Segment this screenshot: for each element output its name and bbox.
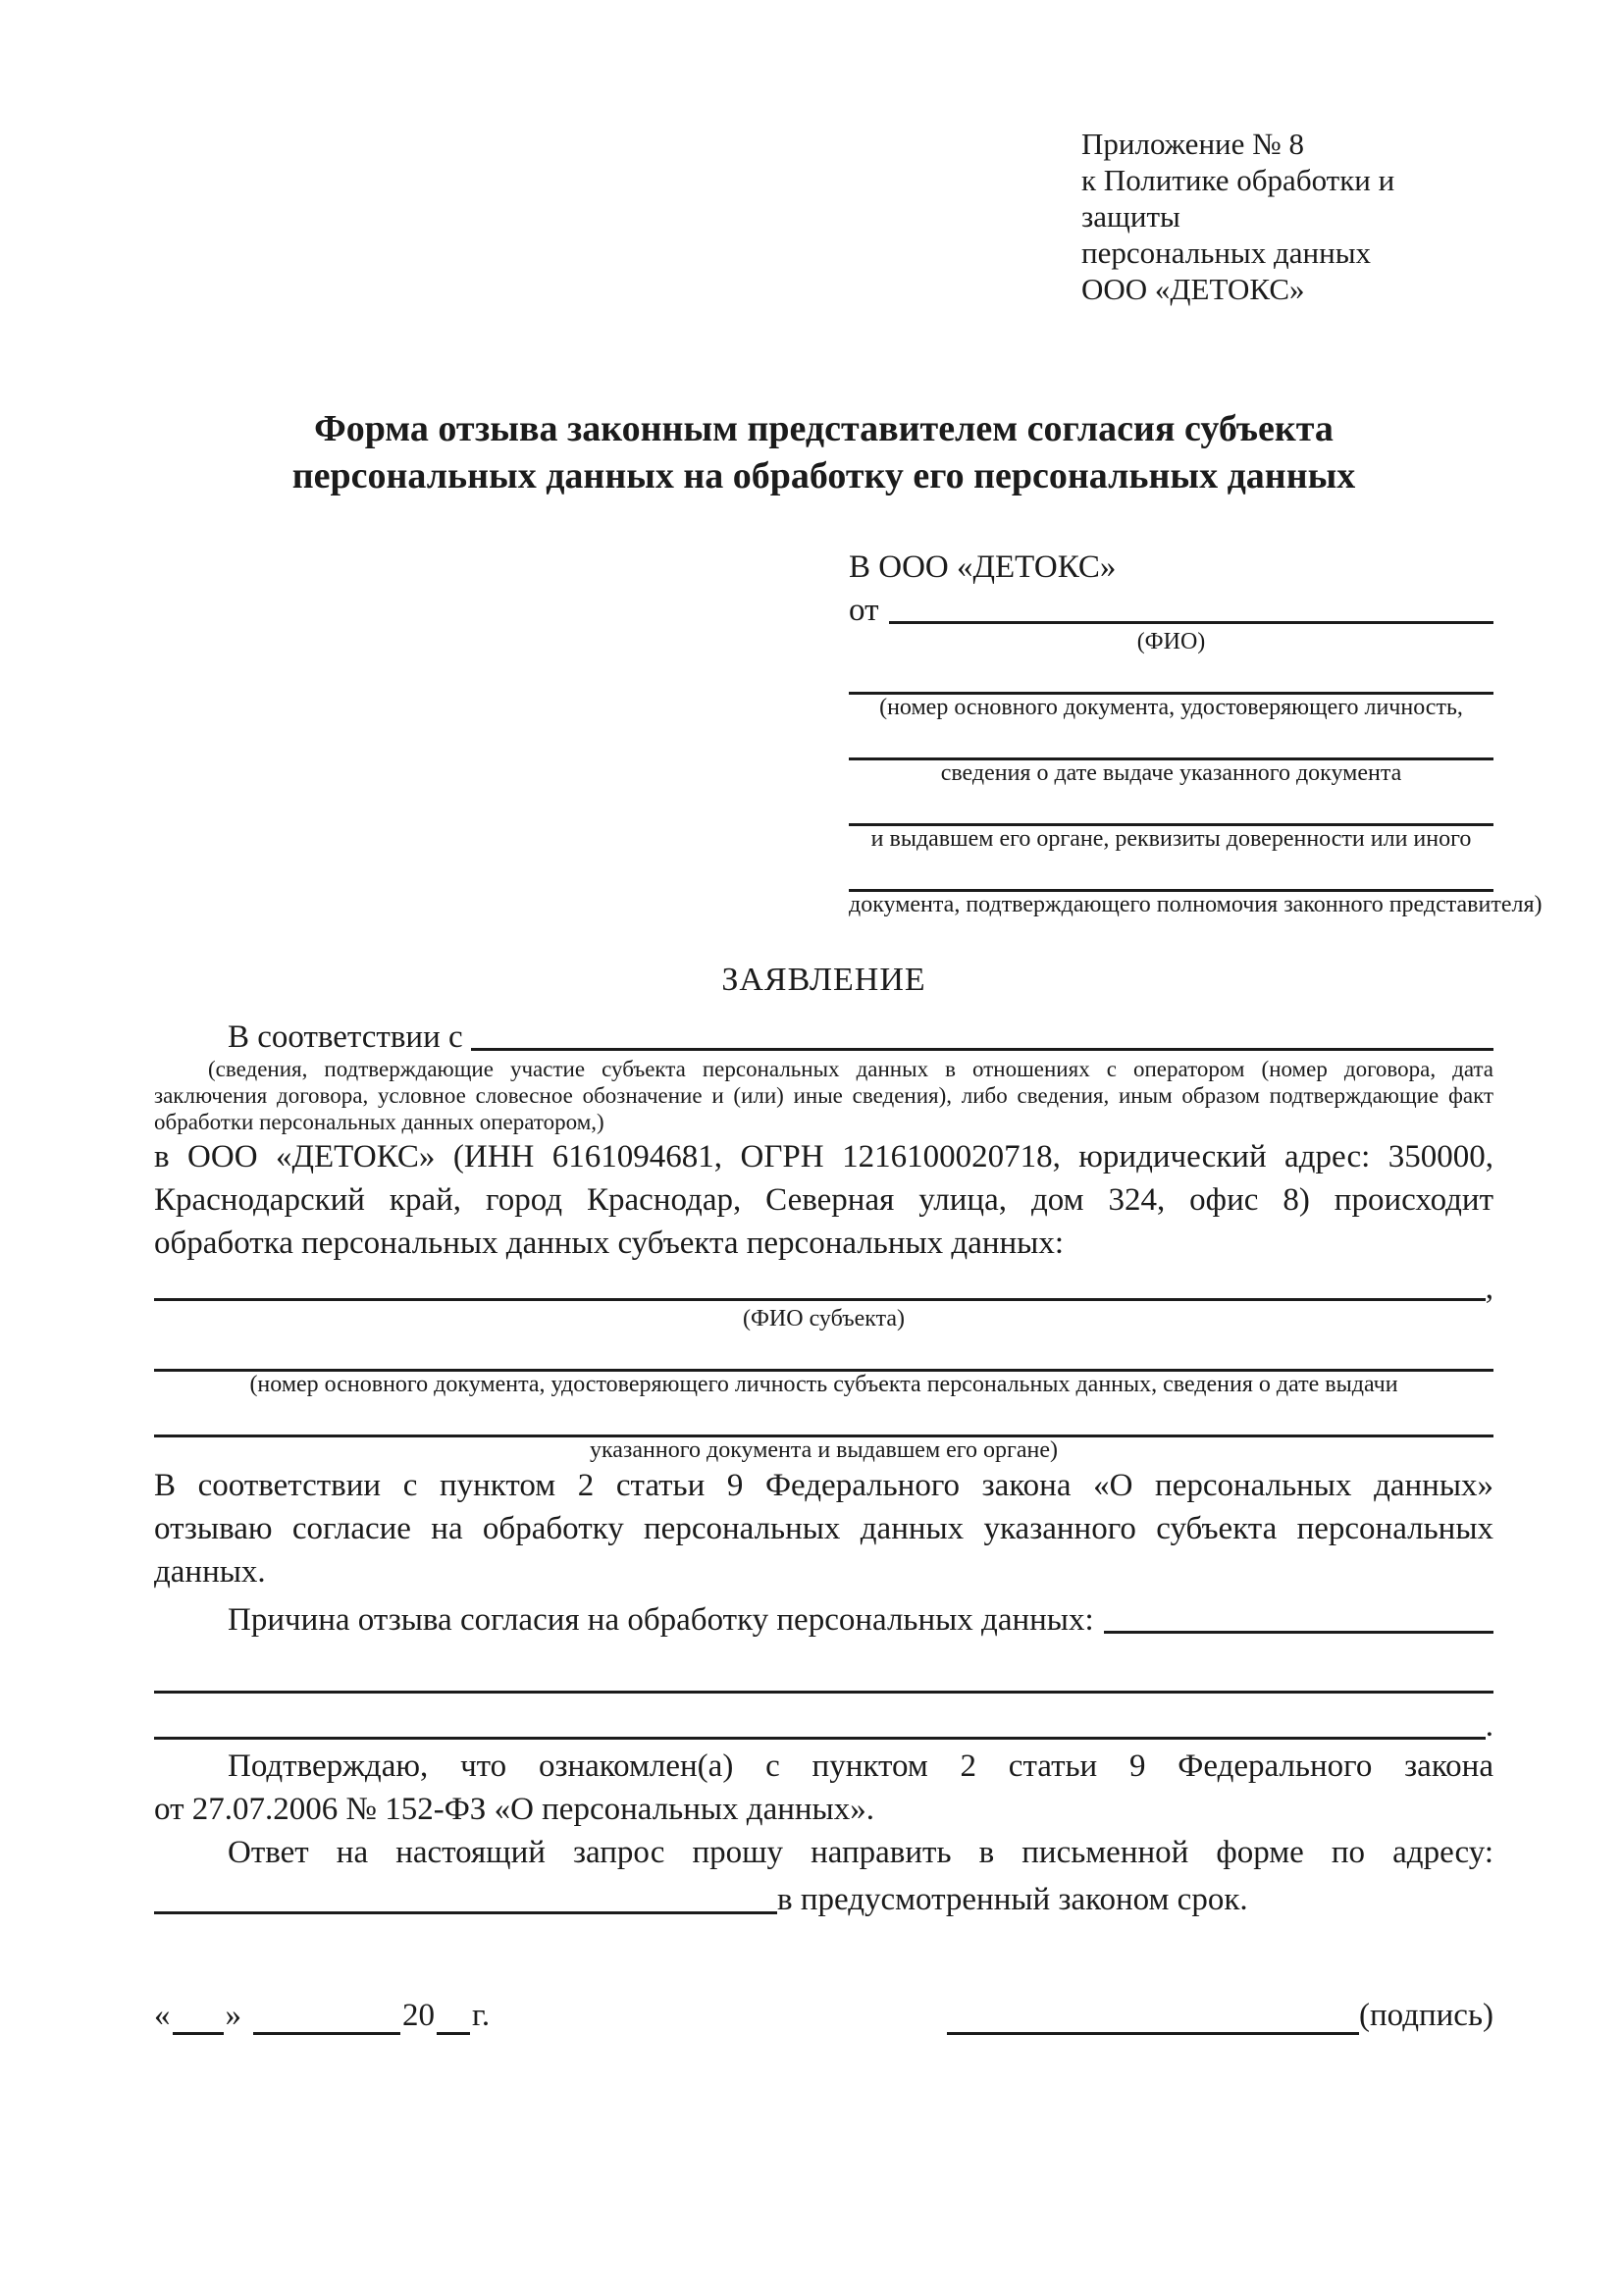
operator-paragraph-line: Краснодарский край, город Краснодар, Северная улица, дом 324, офис 8) происходит — [154, 1182, 1493, 1218]
document-title-line: персональных данных на обработку его персональных данных — [291, 455, 1356, 496]
intro-caption-line: (сведения, подтверждающие участие субъекта персональных данных в отношениях с оператором (номер договора, дата — [208, 1057, 1493, 1081]
reason-blank-line-3-rule — [154, 1737, 1486, 1740]
operator-paragraph-line: в ООО «ДЕТОКС» (ИНН 6161094681, ОГРН 1216100020718, юридический адрес: 350000, — [154, 1139, 1493, 1174]
addressee-block — [849, 547, 1543, 918]
reason-blank-line — [1104, 1631, 1493, 1634]
quote-close: » — [225, 1998, 241, 2033]
date-line — [154, 1996, 490, 2035]
subject-document-blank-line — [154, 1398, 1493, 1437]
reply-paragraph-line: Ответ на настоящий запрос прошу направить в письменной форме по адресу: — [228, 1835, 1493, 1870]
signature-caption: (подпись) — [1359, 1998, 1493, 2033]
reply-address-line — [154, 1874, 1493, 1919]
document-caption: сведения о дате выдаче указанного документа — [940, 760, 1402, 786]
trailing-period: . — [1485, 1708, 1493, 1744]
subject-fio-caption: (ФИО субъекта) — [742, 1306, 906, 1331]
subject-document-caption: (номер основного документа, удостоверяющего личность субъекта персональных данных, сведения о дате выдачи — [249, 1372, 1398, 1397]
signature-blank-line — [947, 2006, 1359, 2035]
intro-caption-line: заключения договора, условное словесное обозначение и (или) иные сведения), либо сведения, иным образом подтверждающие факт — [154, 1083, 1493, 1108]
document-caption: и выдавшем его органе, реквизиты доверенности или иного — [870, 826, 1472, 852]
subject-fio-blank-line — [154, 1298, 1486, 1301]
reply-suffix: в предусмотренный законом срок. — [777, 1882, 1248, 1917]
quote-open: « — [154, 1998, 171, 2033]
statement-heading: ЗАЯВЛЕНИЕ — [721, 962, 926, 998]
intro-blank-line — [471, 1048, 1493, 1051]
reason-line — [154, 1593, 1493, 1639]
subject-document-caption: указанного документа и выдавшем его органе) — [589, 1437, 1059, 1463]
appendix-line: персональных данных — [1081, 235, 1372, 270]
year-prefix: 20 — [402, 1998, 435, 2033]
operator-paragraph — [154, 1135, 1493, 1265]
addressee-from-line — [849, 588, 1493, 629]
intro-caption — [154, 1056, 1493, 1135]
from-label: от — [849, 593, 879, 628]
date-day-blank — [173, 2006, 224, 2035]
appendix-note — [1081, 126, 1493, 307]
subject-fio-line — [154, 1265, 1493, 1306]
withdrawal-paragraph-line: В соответствии с пунктом 2 статьи 9 Федерального закона «О персональных данных» — [154, 1468, 1493, 1503]
document-caption: (номер основного документа, удостоверяющего личность, — [879, 695, 1463, 720]
confirmation-paragraph-line: Подтверждаю, что ознакомлен(а) с пунктом 2 статьи 9 Федерального закона — [228, 1748, 1493, 1784]
from-blank-line — [889, 621, 1494, 624]
document-title-line: Форма отзыва законным представителем согласия субъекта — [314, 408, 1334, 449]
reply-paragraph — [154, 1831, 1493, 1919]
issue-date-blank-line — [849, 721, 1493, 760]
issuing-authority-blank-line — [849, 787, 1493, 826]
withdrawal-paragraph-line: данных. — [154, 1554, 266, 1590]
withdrawal-paragraph — [154, 1464, 1493, 1593]
fio-caption: (ФИО) — [1136, 629, 1206, 654]
document-caption: документа, подтверждающего полномочия законного представителя) — [849, 892, 1543, 917]
intro-line — [154, 1013, 1493, 1056]
confirmation-paragraph-line: от 27.07.2006 № 152-ФЗ «О персональных данных». — [154, 1792, 874, 1827]
year-suffix: г. — [472, 1998, 491, 2033]
document-number-blank-line — [849, 655, 1493, 695]
representative-authority-blank-line — [849, 853, 1493, 892]
date-year-blank — [437, 2006, 470, 2035]
document-title — [154, 405, 1493, 499]
intro-caption-line: обработки персональных данных оператором,) — [154, 1110, 604, 1134]
date-month-blank — [253, 2006, 400, 2035]
footer-row — [154, 1996, 1493, 2035]
signature-line — [947, 1996, 1493, 2035]
confirmation-paragraph — [154, 1745, 1493, 1831]
reason-blank-line-2 — [154, 1639, 1493, 1694]
subject-document-blank-line — [154, 1332, 1493, 1372]
appendix-line: к Политике обработки и защиты — [1081, 163, 1395, 234]
reason-blank-line-3 — [154, 1694, 1493, 1745]
operator-paragraph-line: обработка персональных данных субъекта персональных данных: — [154, 1226, 1064, 1261]
reason-label: Причина отзыва согласия на обработку персональных данных: — [228, 1602, 1094, 1638]
appendix-line: ООО «ДЕТОКС» — [1081, 272, 1305, 306]
withdrawal-paragraph-line: отзываю согласие на обработку персональных данных указанного субъекта персональных — [154, 1511, 1493, 1546]
trailing-comma: , — [1485, 1271, 1493, 1306]
addressee-to-line: В ООО «ДЕТОКС» — [849, 549, 1117, 585]
intro-prefix: В соответствии с — [228, 1019, 463, 1055]
appendix-line: Приложение № 8 — [1081, 127, 1304, 161]
reply-address-blank-line — [154, 1911, 777, 1914]
